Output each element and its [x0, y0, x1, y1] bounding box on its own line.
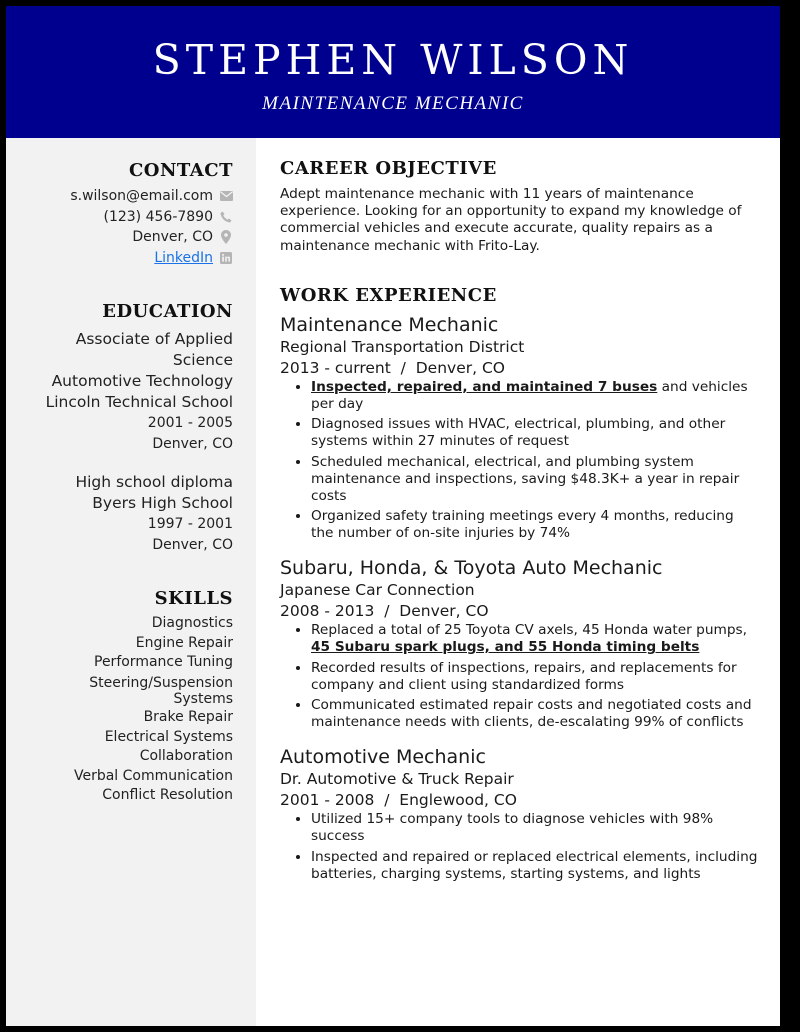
- candidate-title: MAINTENANCE MECHANIC: [262, 93, 524, 114]
- bullet-text: and vehicles per day: [311, 378, 748, 412]
- field-line: Automotive Technology: [51, 372, 233, 390]
- contact-email: [13, 186, 233, 207]
- contact-linkedin: [13, 248, 233, 269]
- skill-item: Electrical Systems: [104, 728, 233, 745]
- job-dates: 2013 - current: [280, 358, 391, 377]
- education-dates: 1997 - 2001: [147, 516, 233, 532]
- bullet-item: [311, 849, 760, 883]
- skill-item: Systems: [173, 691, 233, 707]
- job-bullets: [280, 379, 760, 543]
- job-title: Maintenance Mechanic: [280, 313, 499, 336]
- skill-item: Brake Repair: [143, 709, 233, 725]
- bullet-item: [311, 508, 760, 542]
- candidate-name: STEPHEN WILSON: [152, 36, 634, 84]
- bullet-highlight: Inspected, repaired, and maintained 7 buses: [311, 378, 658, 395]
- skills-heading: SKILLS: [154, 588, 233, 609]
- bullet-item: [311, 660, 760, 694]
- skill-item: Performance Tuning: [94, 654, 233, 670]
- bullet-text: Diagnosed issues with HVAC, electrical, plumbing, and other systems within 27 minutes of request: [311, 416, 726, 450]
- bullet-text: Replaced a total of 25 Toyota CV axels, 45 Honda water pumps,: [311, 622, 748, 639]
- objective-text: Adept maintenance mechanic with 11 years of maintenance experience. Looking for an opportunity to expand my knowledge of commercial vehicles and execute accurate, quality repairs as a maintenance mechanic with Frito-Lay.: [280, 186, 742, 254]
- school-line: Byers High School: [92, 494, 233, 512]
- education-location: Denver, CO: [152, 436, 233, 452]
- resume-header: [6, 6, 780, 138]
- job-dates-location: 2001 - 2008 / Englewood, CO: [280, 791, 517, 810]
- job-company: Japanese Car Connection: [280, 581, 475, 600]
- bullet-item: [311, 811, 760, 845]
- objective-heading: CAREER OBJECTIVE: [280, 158, 497, 179]
- education-heading: EDUCATION: [102, 301, 233, 322]
- skill-item: Verbal Communication: [73, 767, 233, 784]
- contact-phone: [13, 207, 233, 228]
- job-entry: [280, 556, 760, 731]
- job-location: Denver, CO: [415, 358, 506, 377]
- degree-line: High school diploma: [75, 473, 233, 491]
- job-dates-location: 2008 - 2013 / Denver, CO: [280, 602, 489, 621]
- linkedin-link[interactable]: LinkedIn: [154, 249, 213, 266]
- job-location: Englewood, CO: [399, 791, 517, 810]
- skills-list: [13, 614, 233, 806]
- bullet-text: Communicated estimated repair costs and negotiated costs and maintenance needs with clients, de-escalating 99% of conflicts: [311, 697, 752, 731]
- experience-heading: WORK EXPERIENCE: [280, 284, 497, 306]
- email-text: s.wilson@email.com: [70, 188, 213, 204]
- bullet-item: [311, 622, 760, 656]
- job-dates: 2001 - 2008: [280, 791, 375, 810]
- job-dates-location: 2013 - current / Denver, CO: [280, 358, 506, 377]
- bullet-text: Recorded results of inspections, repairs, and replacements for company and client using standardized forms: [311, 659, 737, 693]
- job-entry: [280, 745, 760, 883]
- phone-icon: [219, 211, 233, 223]
- school-line: Lincoln Technical School: [45, 393, 233, 411]
- education-entry: [13, 329, 233, 455]
- sidebar: [6, 138, 256, 1026]
- location-pin-icon: [219, 230, 233, 244]
- bullet-text: Utilized 15+ company tools to diagnose vehicles with 98% success: [311, 811, 714, 845]
- job-bullets: [280, 622, 760, 731]
- job-entry: [280, 313, 760, 543]
- job-company: Regional Transportation District: [280, 337, 525, 356]
- job-dates: 2008 - 2013: [280, 602, 375, 621]
- contact-heading: CONTACT: [128, 160, 233, 181]
- bullet-item: [311, 454, 760, 505]
- job-company: Dr. Automotive & Truck Repair: [280, 770, 514, 789]
- main-content: [280, 158, 760, 886]
- contact-location: [13, 227, 233, 248]
- education-location: Denver, CO: [152, 537, 233, 553]
- education-dates: 2001 - 2005: [147, 415, 233, 431]
- job-title: Subaru, Honda, & Toyota Auto Mechanic: [280, 557, 663, 580]
- bullet-highlight: 45 Subaru spark plugs, and 55 Honda timing belts: [311, 639, 700, 656]
- degree-line: Science: [172, 351, 233, 369]
- phone-text: (123) 456-7890: [103, 208, 213, 225]
- degree-line: Associate of Applied: [75, 330, 233, 348]
- bullet-item: [311, 416, 760, 450]
- contact-list: [13, 186, 233, 268]
- resume-page: [6, 6, 780, 1026]
- bullet-item: [311, 379, 760, 413]
- skill-item: Steering/Suspension: [89, 674, 233, 691]
- bullet-text: Inspected and repaired or replaced electrical elements, including batteries, charging systems, starting systems, and lights: [311, 848, 758, 882]
- skill-item: Conflict Resolution: [102, 787, 233, 803]
- envelope-icon: [219, 191, 233, 201]
- bullet-text: Organized safety training meetings every 4 months, reducing the number of on-site injuries by 74%: [311, 508, 734, 542]
- bullet-item: [311, 697, 760, 731]
- education-entry: [13, 472, 233, 556]
- skill-item: Collaboration: [139, 748, 233, 764]
- job-bullets: [280, 811, 760, 883]
- skill-item: Engine Repair: [135, 634, 233, 651]
- job-location: Denver, CO: [399, 602, 489, 621]
- location-text: Denver, CO: [132, 229, 213, 245]
- bullet-text: Scheduled mechanical, electrical, and plumbing system maintenance and inspections, saving $48.3K+ a year in repair costs: [311, 453, 740, 504]
- job-title: Automotive Mechanic: [280, 746, 486, 769]
- skill-item: Diagnostics: [151, 615, 233, 631]
- linkedin-icon: [219, 252, 233, 264]
